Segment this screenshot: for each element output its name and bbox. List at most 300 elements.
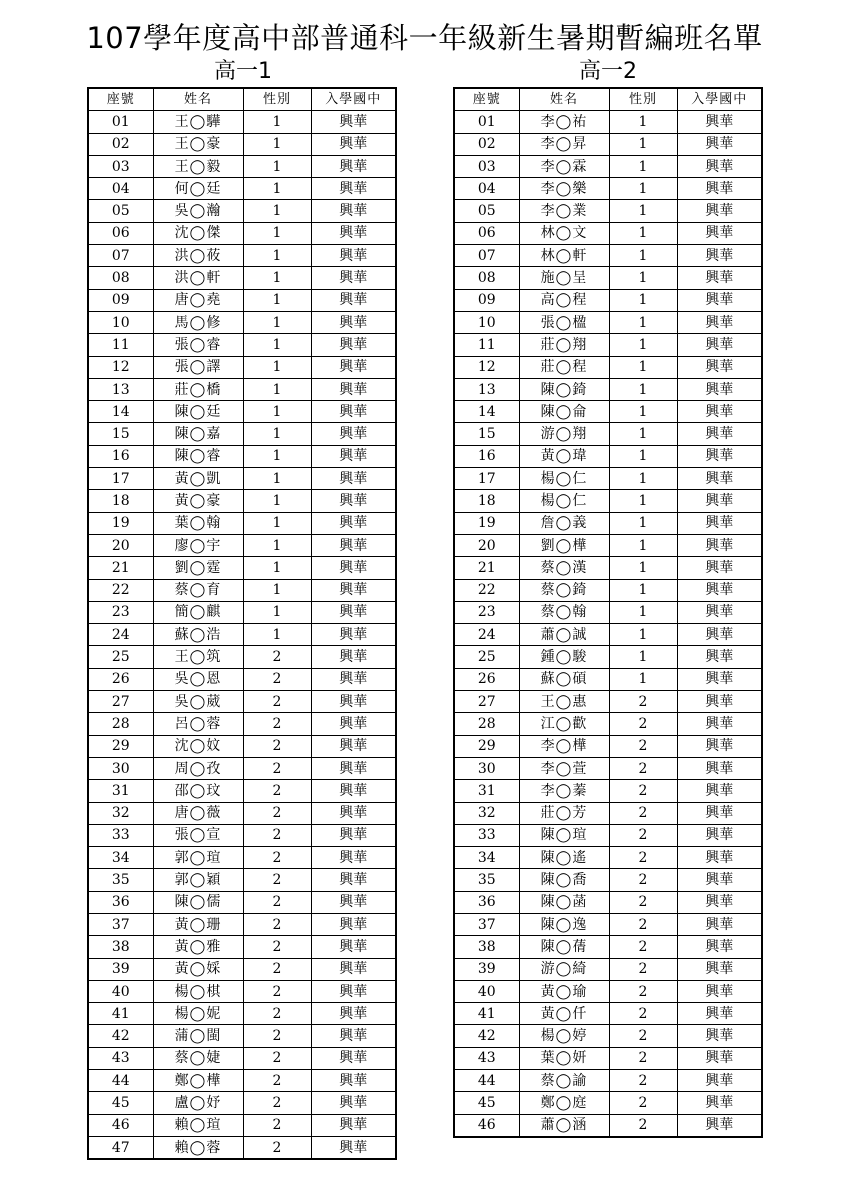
- school-cell: 興華: [677, 668, 762, 690]
- seat-cell: 30: [88, 757, 153, 779]
- school-cell: 興華: [311, 958, 396, 980]
- school-cell: 興華: [311, 534, 396, 556]
- table-row: [88, 913, 396, 935]
- school-cell: 興華: [311, 891, 396, 913]
- table-row: [88, 601, 396, 623]
- gender-cell: 1: [609, 490, 677, 512]
- school-cell: 興華: [311, 222, 396, 244]
- table-row: [454, 1070, 762, 1092]
- school-cell: 興華: [677, 624, 762, 646]
- table-row: [454, 601, 762, 623]
- name-cell: 賴◯瑄: [153, 1114, 243, 1136]
- school-cell: 興華: [677, 757, 762, 779]
- gender-cell: 2: [243, 802, 311, 824]
- table-row: [454, 178, 762, 200]
- gender-cell: 1: [609, 133, 677, 155]
- seat-cell: 15: [88, 423, 153, 445]
- school-cell: 興華: [311, 1003, 396, 1025]
- seat-cell: 20: [454, 534, 519, 556]
- gender-cell: 1: [243, 311, 311, 333]
- name-cell: 馬◯修: [153, 311, 243, 333]
- name-cell: 蔡◯翰: [519, 601, 609, 623]
- table-row: [88, 691, 396, 713]
- name-cell: 黃◯珊: [153, 913, 243, 935]
- seat-cell: 17: [88, 468, 153, 490]
- seat-cell: 23: [88, 601, 153, 623]
- school-cell: 興華: [311, 913, 396, 935]
- seat-cell: 27: [88, 691, 153, 713]
- name-cell: 陳◯遙: [519, 847, 609, 869]
- seat-cell: 30: [454, 757, 519, 779]
- seat-cell: 21: [454, 557, 519, 579]
- table-row: [454, 133, 762, 155]
- name-cell: 李◯昇: [519, 133, 609, 155]
- gender-cell: 2: [243, 958, 311, 980]
- gender-cell: 2: [609, 980, 677, 1002]
- table-row: [88, 958, 396, 980]
- name-cell: 莊◯翔: [519, 334, 609, 356]
- name-cell: 楊◯棋: [153, 980, 243, 1002]
- seat-cell: 42: [454, 1025, 519, 1047]
- school-cell: 興華: [311, 1114, 396, 1136]
- table-row: [88, 1114, 396, 1136]
- gender-cell: 1: [609, 445, 677, 467]
- school-cell: 興華: [311, 735, 396, 757]
- school-cell: 興華: [311, 1025, 396, 1047]
- seat-cell: 37: [454, 913, 519, 935]
- seat-cell: 44: [88, 1070, 153, 1092]
- seat-cell: 08: [88, 267, 153, 289]
- seat-cell: 45: [454, 1092, 519, 1114]
- table-row: [454, 200, 762, 222]
- table-row: [454, 668, 762, 690]
- name-cell: 楊◯仁: [519, 468, 609, 490]
- seat-cell: 16: [454, 445, 519, 467]
- school-cell: 興華: [677, 155, 762, 177]
- seat-cell: 09: [88, 289, 153, 311]
- table-row: [88, 1025, 396, 1047]
- table-row: [88, 267, 396, 289]
- gender-cell: 2: [609, 869, 677, 891]
- table-row: [454, 356, 762, 378]
- name-cell: 蔡◯育: [153, 579, 243, 601]
- name-cell: 蔡◯漢: [519, 557, 609, 579]
- table-row: [454, 780, 762, 802]
- gender-cell: 1: [609, 200, 677, 222]
- table-row: [88, 1136, 396, 1159]
- table-row: [88, 334, 396, 356]
- seat-cell: 39: [454, 958, 519, 980]
- gender-cell: 2: [609, 757, 677, 779]
- seat-cell: 10: [88, 311, 153, 333]
- table-row: [88, 579, 396, 601]
- table-row: [454, 646, 762, 668]
- seat-cell: 19: [88, 512, 153, 534]
- gender-cell: 2: [609, 936, 677, 958]
- gender-cell: 2: [243, 780, 311, 802]
- name-cell: 鄭◯樺: [153, 1070, 243, 1092]
- table-row: [88, 757, 396, 779]
- seat-cell: 38: [88, 936, 153, 958]
- school-cell: 興華: [677, 1114, 762, 1137]
- name-cell: 張◯宣: [153, 824, 243, 846]
- gender-cell: 1: [609, 311, 677, 333]
- school-cell: 興華: [677, 1025, 762, 1047]
- gender-cell: 2: [243, 713, 311, 735]
- name-cell: 蕭◯誠: [519, 624, 609, 646]
- name-cell: 張◯睿: [153, 334, 243, 356]
- table-row: [454, 691, 762, 713]
- seat-cell: 21: [88, 557, 153, 579]
- seat-cell: 31: [88, 780, 153, 802]
- school-cell: 興華: [311, 780, 396, 802]
- school-cell: 興華: [677, 601, 762, 623]
- name-cell: 蘇◯碩: [519, 668, 609, 690]
- school-cell: 興華: [311, 334, 396, 356]
- school-cell: 興華: [677, 468, 762, 490]
- name-cell: 陳◯廷: [153, 401, 243, 423]
- gender-cell: 1: [243, 401, 311, 423]
- school-cell: 興華: [677, 1070, 762, 1092]
- table-row: [454, 267, 762, 289]
- gender-header: 性別: [609, 88, 677, 111]
- seat-cell: 40: [88, 980, 153, 1002]
- name-cell: 楊◯婷: [519, 1025, 609, 1047]
- seat-cell: 38: [454, 936, 519, 958]
- gender-cell: 1: [243, 267, 311, 289]
- seat-cell: 43: [88, 1047, 153, 1069]
- table-row: [88, 1047, 396, 1069]
- school-cell: 興華: [311, 1070, 396, 1092]
- school-cell: 興華: [677, 1003, 762, 1025]
- seat-cell: 09: [454, 289, 519, 311]
- table-row: [454, 913, 762, 935]
- name-cell: 黃◯婇: [153, 958, 243, 980]
- seat-cell: 36: [88, 891, 153, 913]
- seat-cell: 45: [88, 1092, 153, 1114]
- gender-cell: 1: [243, 334, 311, 356]
- seat-cell: 35: [454, 869, 519, 891]
- gender-cell: 2: [243, 1025, 311, 1047]
- table-row: [454, 222, 762, 244]
- table-row: [454, 311, 762, 333]
- gender-cell: 2: [243, 1047, 311, 1069]
- school-cell: 興華: [677, 401, 762, 423]
- name-cell: 郭◯瑄: [153, 847, 243, 869]
- seat-cell: 14: [88, 401, 153, 423]
- table-row: [454, 334, 762, 356]
- seat-cell: 42: [88, 1025, 153, 1047]
- table-row: [88, 780, 396, 802]
- name-cell: 陳◯儒: [153, 891, 243, 913]
- school-cell: 興華: [677, 378, 762, 400]
- gender-cell: 1: [243, 289, 311, 311]
- school-cell: 興華: [311, 423, 396, 445]
- school-cell: 興華: [677, 222, 762, 244]
- name-cell: 劉◯霆: [153, 557, 243, 579]
- name-cell: 呂◯蓉: [153, 713, 243, 735]
- school-cell: 興華: [677, 913, 762, 935]
- table-row: [454, 378, 762, 400]
- seat-cell: 46: [88, 1114, 153, 1136]
- seat-cell: 32: [454, 802, 519, 824]
- seat-cell: 08: [454, 267, 519, 289]
- gender-cell: 1: [609, 624, 677, 646]
- seat-cell: 33: [454, 824, 519, 846]
- table-row: [88, 891, 396, 913]
- school-cell: 興華: [311, 445, 396, 467]
- seat-cell: 27: [454, 691, 519, 713]
- seat-cell: 01: [454, 111, 519, 133]
- table-row: [88, 111, 396, 133]
- school-cell: 興華: [677, 980, 762, 1002]
- name-cell: 李◯業: [519, 200, 609, 222]
- school-cell: 興華: [311, 490, 396, 512]
- seat-cell: 17: [454, 468, 519, 490]
- seat-header: 座號: [88, 88, 153, 111]
- school-cell: 興華: [311, 311, 396, 333]
- name-cell: 張◯譯: [153, 356, 243, 378]
- school-cell: 興華: [677, 958, 762, 980]
- gender-cell: 1: [243, 490, 311, 512]
- table-row: [454, 155, 762, 177]
- seat-cell: 20: [88, 534, 153, 556]
- school-cell: 興華: [311, 624, 396, 646]
- name-cell: 李◯蓁: [519, 780, 609, 802]
- gender-cell: 2: [609, 824, 677, 846]
- table-row: [88, 624, 396, 646]
- gender-cell: 2: [609, 891, 677, 913]
- name-cell: 黃◯瑜: [519, 980, 609, 1002]
- school-cell: 興華: [677, 356, 762, 378]
- gender-cell: 2: [609, 1114, 677, 1137]
- gender-cell: 2: [243, 847, 311, 869]
- gender-cell: 2: [609, 802, 677, 824]
- name-cell: 周◯孜: [153, 757, 243, 779]
- table-row: [88, 847, 396, 869]
- header-row: [454, 88, 762, 111]
- gender-cell: 1: [243, 423, 311, 445]
- gender-cell: 1: [609, 222, 677, 244]
- school-cell: 興華: [677, 847, 762, 869]
- name-cell: 楊◯仁: [519, 490, 609, 512]
- school-cell: 興華: [311, 980, 396, 1002]
- name-cell: 蔡◯錡: [519, 579, 609, 601]
- school-cell: 興華: [311, 1047, 396, 1069]
- table-row: [88, 490, 396, 512]
- seat-cell: 22: [88, 579, 153, 601]
- gender-cell: 2: [609, 735, 677, 757]
- table-row: [454, 958, 762, 980]
- gender-cell: 1: [243, 534, 311, 556]
- school-cell: 興華: [677, 534, 762, 556]
- school-cell: 興華: [677, 245, 762, 267]
- gender-cell: 1: [243, 557, 311, 579]
- name-cell: 李◯樺: [519, 735, 609, 757]
- table-row: [454, 869, 762, 891]
- seat-cell: 39: [88, 958, 153, 980]
- gender-cell: 1: [609, 557, 677, 579]
- seat-cell: 03: [88, 155, 153, 177]
- seat-cell: 19: [454, 512, 519, 534]
- name-cell: 莊◯程: [519, 356, 609, 378]
- name-cell: 王◯筑: [153, 646, 243, 668]
- table-row: [454, 757, 762, 779]
- gender-cell: 2: [243, 757, 311, 779]
- name-cell: 劉◯樺: [519, 534, 609, 556]
- seat-cell: 12: [454, 356, 519, 378]
- gender-cell: 2: [609, 1025, 677, 1047]
- name-cell: 唐◯薇: [153, 802, 243, 824]
- gender-cell: 1: [243, 178, 311, 200]
- table-row: [454, 512, 762, 534]
- seat-cell: 02: [88, 133, 153, 155]
- school-cell: 興華: [677, 512, 762, 534]
- name-cell: 黃◯凱: [153, 468, 243, 490]
- table-row: [454, 289, 762, 311]
- gender-cell: 1: [243, 133, 311, 155]
- seat-cell: 46: [454, 1114, 519, 1137]
- name-cell: 黃◯瑋: [519, 445, 609, 467]
- name-cell: 蔡◯諭: [519, 1070, 609, 1092]
- seat-cell: 44: [454, 1070, 519, 1092]
- school-cell: 興華: [677, 267, 762, 289]
- name-cell: 蘇◯浩: [153, 624, 243, 646]
- school-cell: 興華: [311, 713, 396, 735]
- name-cell: 張◯楹: [519, 311, 609, 333]
- name-cell: 葉◯翰: [153, 512, 243, 534]
- school-cell: 興華: [677, 289, 762, 311]
- seat-cell: 05: [88, 200, 153, 222]
- name-header: 姓名: [519, 88, 609, 111]
- table-row: [88, 1003, 396, 1025]
- seat-cell: 26: [454, 668, 519, 690]
- name-cell: 王◯驊: [153, 111, 243, 133]
- name-cell: 王◯豪: [153, 133, 243, 155]
- seat-cell: 03: [454, 155, 519, 177]
- class-title-2: 高一2: [579, 59, 637, 84]
- gender-header: 性別: [243, 88, 311, 111]
- table-row: [88, 512, 396, 534]
- gender-cell: 1: [243, 579, 311, 601]
- name-cell: 游◯綺: [519, 958, 609, 980]
- school-cell: 興華: [311, 178, 396, 200]
- table-row: [88, 1070, 396, 1092]
- school-cell: 興華: [677, 334, 762, 356]
- gender-cell: 2: [609, 691, 677, 713]
- name-cell: 陳◯錡: [519, 378, 609, 400]
- seat-cell: 07: [454, 245, 519, 267]
- gender-cell: 2: [243, 936, 311, 958]
- school-cell: 興華: [311, 133, 396, 155]
- seat-cell: 23: [454, 601, 519, 623]
- name-cell: 盧◯妤: [153, 1092, 243, 1114]
- seat-cell: 18: [454, 490, 519, 512]
- school-cell: 興華: [311, 668, 396, 690]
- school-cell: 興華: [311, 1136, 396, 1159]
- table-row: [454, 936, 762, 958]
- table-row: [454, 490, 762, 512]
- table-row: [454, 1092, 762, 1114]
- gender-cell: 2: [243, 1003, 311, 1025]
- table-row: [88, 936, 396, 958]
- table-row: [88, 378, 396, 400]
- school-cell: 興華: [311, 111, 396, 133]
- name-cell: 陳◯嘉: [153, 423, 243, 445]
- table-row: [454, 445, 762, 467]
- gender-cell: 2: [609, 847, 677, 869]
- name-cell: 何◯廷: [153, 178, 243, 200]
- name-cell: 陳◯逸: [519, 913, 609, 935]
- gender-cell: 1: [243, 512, 311, 534]
- table-row: [88, 869, 396, 891]
- table-row: [454, 891, 762, 913]
- gender-cell: 2: [609, 1092, 677, 1114]
- school-cell: 興華: [311, 802, 396, 824]
- seat-cell: 33: [88, 824, 153, 846]
- table-row: [88, 824, 396, 846]
- name-cell: 李◯祐: [519, 111, 609, 133]
- gender-cell: 1: [609, 178, 677, 200]
- name-cell: 沈◯傑: [153, 222, 243, 244]
- school-cell: 興華: [677, 936, 762, 958]
- school-cell: 興華: [677, 869, 762, 891]
- table-row: [454, 557, 762, 579]
- table-row: [88, 468, 396, 490]
- name-cell: 唐◯堯: [153, 289, 243, 311]
- seat-cell: 15: [454, 423, 519, 445]
- gender-cell: 1: [609, 334, 677, 356]
- name-cell: 沈◯妏: [153, 735, 243, 757]
- table-row: [454, 579, 762, 601]
- gender-cell: 1: [609, 512, 677, 534]
- school-cell: 興華: [311, 401, 396, 423]
- seat-cell: 22: [454, 579, 519, 601]
- school-cell: 興華: [311, 245, 396, 267]
- seat-cell: 01: [88, 111, 153, 133]
- seat-cell: 41: [454, 1003, 519, 1025]
- gender-cell: 1: [243, 601, 311, 623]
- gender-cell: 2: [609, 913, 677, 935]
- gender-cell: 2: [609, 780, 677, 802]
- name-cell: 蔡◯婕: [153, 1047, 243, 1069]
- gender-cell: 1: [243, 245, 311, 267]
- school-cell: 興華: [311, 579, 396, 601]
- seat-cell: 13: [454, 378, 519, 400]
- seat-cell: 29: [454, 735, 519, 757]
- gender-cell: 2: [609, 958, 677, 980]
- name-cell: 吳◯恩: [153, 668, 243, 690]
- name-cell: 郭◯穎: [153, 869, 243, 891]
- seat-cell: 26: [88, 668, 153, 690]
- seat-cell: 32: [88, 802, 153, 824]
- table-row: [454, 111, 762, 133]
- name-cell: 高◯程: [519, 289, 609, 311]
- gender-cell: 2: [243, 735, 311, 757]
- school-cell: 興華: [311, 356, 396, 378]
- school-cell: 興華: [311, 512, 396, 534]
- gender-cell: 2: [243, 913, 311, 935]
- seat-cell: 12: [88, 356, 153, 378]
- name-cell: 陳◯睿: [153, 445, 243, 467]
- school-header: 入學國中: [311, 88, 396, 111]
- name-cell: 陳◯喬: [519, 869, 609, 891]
- gender-cell: 2: [609, 1003, 677, 1025]
- seat-cell: 47: [88, 1136, 153, 1159]
- name-cell: 黃◯雅: [153, 936, 243, 958]
- gender-cell: 1: [609, 646, 677, 668]
- table-row: [454, 1025, 762, 1047]
